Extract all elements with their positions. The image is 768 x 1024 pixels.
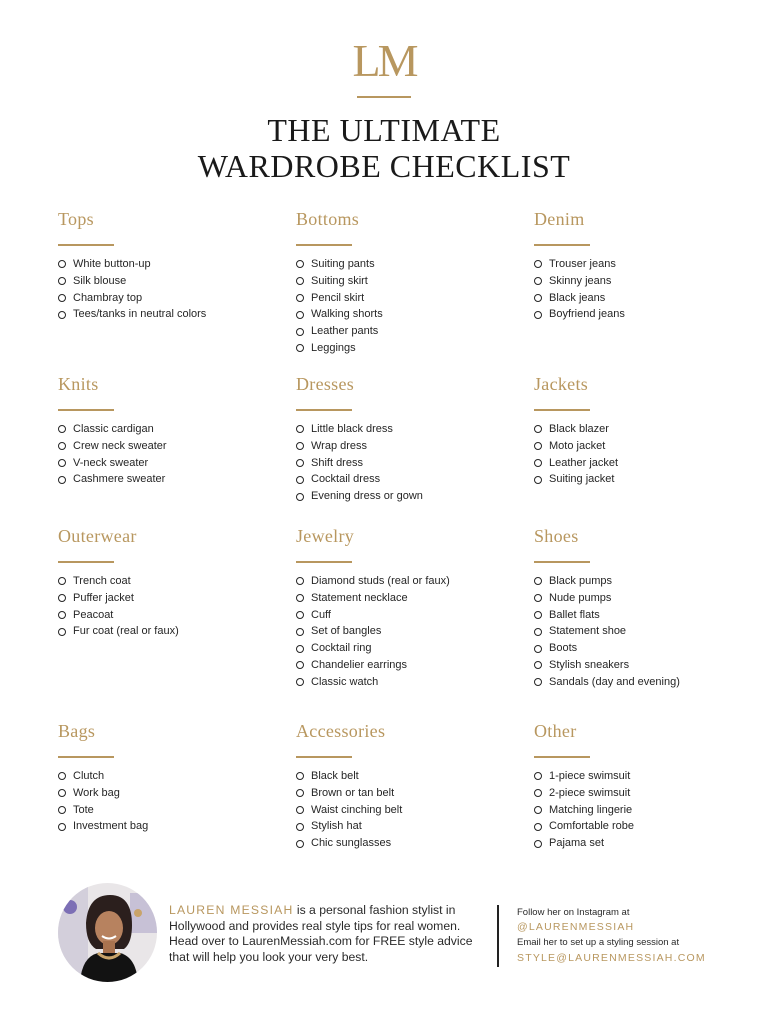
checklist-item <box>534 607 754 624</box>
logo: LM <box>352 35 416 86</box>
checklist-item <box>296 340 516 357</box>
section-title: Bags <box>58 721 96 741</box>
checklist-item-label: Pajama set <box>549 837 605 850</box>
checklist-item <box>534 674 754 691</box>
checklist-item <box>296 306 516 323</box>
checklist-item-label: Chandelier earrings <box>311 658 407 671</box>
checklist-item <box>296 623 516 640</box>
checklist-item-label: Peacoat <box>73 608 114 621</box>
stylist-bio-text: is a personal fashion stylist in Hollywood and provides real style tips for real women. Head over to LaurenMessiah.com for FREE style advice that will help you look your very best. <box>169 903 473 964</box>
checklist-item-label: Matching lingerie <box>549 803 633 816</box>
checkbox-circle-icon[interactable] <box>296 840 304 848</box>
checklist-item <box>296 256 516 273</box>
checklist-item <box>296 818 516 835</box>
checklist-item <box>534 573 754 590</box>
checklist-item-label: Tees/tanks in neutral colors <box>73 308 207 321</box>
section-underline <box>58 409 114 411</box>
section-title: Shoes <box>534 526 579 546</box>
checkbox-circle-icon[interactable] <box>296 772 304 780</box>
checklist-item <box>296 640 516 657</box>
page-title-line-2: WARDROBE CHECKLIST <box>197 148 571 184</box>
logo-divider <box>357 96 411 98</box>
section-title: Jackets <box>534 374 589 394</box>
checklist-item-label: Comfortable robe <box>549 820 634 833</box>
checklist <box>58 768 278 835</box>
checklist <box>58 256 278 323</box>
checkbox-circle-icon[interactable] <box>296 789 304 797</box>
checklist-item-label: Chambray top <box>73 291 143 304</box>
checklist-item-label: Trouser jeans <box>549 258 616 270</box>
email-link[interactable]: STYLE@LAURENMESSIAH.COM <box>517 951 706 964</box>
checklist-item-label: Black belt <box>311 770 359 782</box>
checklist-item-label: Trench coat <box>73 575 131 587</box>
checkbox-circle-icon[interactable] <box>534 789 542 797</box>
checklist-item-label: Silk blouse <box>73 274 127 287</box>
checkbox-circle-icon[interactable] <box>296 611 304 619</box>
checklist-item-label: Fur coat (real or faux) <box>73 625 179 638</box>
checklist-item-label: Ballet flats <box>549 608 600 621</box>
section-underline <box>296 244 352 246</box>
checklist-item-label: Waist cinching belt <box>311 803 403 816</box>
checklist-item-label: 1-piece swimsuit <box>549 770 631 782</box>
checklist-item <box>534 471 754 488</box>
checklist-item <box>534 455 754 472</box>
checkbox-circle-icon[interactable] <box>58 806 66 814</box>
checklist-item <box>534 306 754 323</box>
checklist-item <box>534 802 754 819</box>
checklist-item-label: Leggings <box>311 341 356 354</box>
checkbox-circle-icon[interactable] <box>296 260 304 268</box>
checklist-item-label: Stylish sneakers <box>549 658 630 671</box>
checklist-item <box>58 607 278 624</box>
checklist-item <box>296 455 516 472</box>
section-outerwear <box>58 525 278 640</box>
section-title: Outerwear <box>58 526 137 546</box>
checkbox-circle-icon[interactable] <box>534 260 542 268</box>
checklist-item-label: Stylish hat <box>311 820 362 833</box>
checklist-item-label: Diamond studs (real or faux) <box>311 575 450 587</box>
checklist-item-label: Leather pants <box>311 325 379 338</box>
checklist-item <box>296 802 516 819</box>
checklist-item <box>296 421 516 438</box>
checklist-item <box>58 471 278 488</box>
section-title: Bottoms <box>296 209 360 229</box>
checklist <box>296 768 516 852</box>
checklist-item-label: Black blazer <box>549 423 609 435</box>
section-underline <box>58 561 114 563</box>
section-underline <box>534 561 590 563</box>
checklist-item-label: Classic cardigan <box>73 423 154 435</box>
checklist-item <box>58 573 278 590</box>
checkbox-circle-icon[interactable] <box>296 459 304 467</box>
section-underline <box>296 561 352 563</box>
checkbox-circle-icon[interactable] <box>534 678 542 686</box>
section-title: Accessories <box>296 721 386 741</box>
checklist-item <box>58 421 278 438</box>
checkbox-circle-icon[interactable] <box>296 328 304 336</box>
section-underline <box>58 756 114 758</box>
section-denim <box>534 208 754 323</box>
checkbox-circle-icon[interactable] <box>534 277 542 285</box>
checklist-item <box>58 785 278 802</box>
checklist-item <box>58 802 278 819</box>
checklist-item <box>58 455 278 472</box>
checklist-item-label: Walking shorts <box>311 308 383 321</box>
checklist-item-label: Investment bag <box>73 820 149 833</box>
section-underline <box>534 756 590 758</box>
checklist-item <box>58 306 278 323</box>
checkbox-circle-icon[interactable] <box>534 577 542 585</box>
checkbox-circle-icon[interactable] <box>58 459 66 467</box>
checkbox-circle-icon[interactable] <box>296 806 304 814</box>
checklist-item <box>296 438 516 455</box>
checklist <box>296 573 516 691</box>
checkbox-circle-icon[interactable] <box>534 442 542 450</box>
checklist-item <box>296 607 516 624</box>
checklist-item-label: Moto jacket <box>549 439 606 452</box>
checkbox-circle-icon[interactable] <box>58 425 66 433</box>
section-bottoms <box>296 208 516 357</box>
checklist-item-label: Clutch <box>73 770 105 782</box>
checklist-item <box>534 835 754 852</box>
checklist <box>534 573 754 691</box>
checkbox-circle-icon[interactable] <box>296 661 304 669</box>
checklist-item <box>296 290 516 307</box>
checklist-item-label: Tote <box>73 803 94 816</box>
checkbox-circle-icon[interactable] <box>534 772 542 780</box>
checkbox-circle-icon[interactable] <box>58 277 66 285</box>
checklist-item <box>296 590 516 607</box>
checklist-item-label: Suiting jacket <box>549 473 615 486</box>
checklist-item <box>296 488 516 505</box>
checklist-item <box>534 768 754 785</box>
checklist-item-label: Nude pumps <box>549 591 612 604</box>
section-title: Denim <box>534 209 585 229</box>
checkbox-circle-icon[interactable] <box>296 294 304 302</box>
checkbox-circle-icon[interactable] <box>534 611 542 619</box>
checklist-item-label: Puffer jacket <box>73 591 134 604</box>
checkbox-circle-icon[interactable] <box>534 425 542 433</box>
checkbox-circle-icon[interactable] <box>296 344 304 352</box>
checklist <box>58 421 278 488</box>
checklist-item-label: Black jeans <box>549 291 606 304</box>
checkbox-circle-icon[interactable] <box>534 806 542 814</box>
checklist-item <box>296 273 516 290</box>
section-bags <box>58 720 278 835</box>
checklist-item-label: Evening dress or gown <box>311 490 423 503</box>
checklist-item <box>534 590 754 607</box>
checklist-item <box>296 768 516 785</box>
checklist-item-label: Cashmere sweater <box>73 473 166 486</box>
page-title-line-1: THE ULTIMATE <box>267 112 501 148</box>
section-underline <box>58 244 114 246</box>
section-title: Jewelry <box>296 526 355 546</box>
section-title: Dresses <box>296 374 355 394</box>
checklist-item-label: Statement shoe <box>549 625 627 638</box>
checklist-item-label: Work bag <box>73 786 120 799</box>
checkbox-circle-icon[interactable] <box>534 476 542 484</box>
checklist <box>534 768 754 852</box>
section-shoes <box>534 525 754 691</box>
checklist-item-label: Crew neck sweater <box>73 439 167 452</box>
checkbox-circle-icon[interactable] <box>58 772 66 780</box>
checkbox-circle-icon[interactable] <box>58 789 66 797</box>
checklist-item <box>58 256 278 273</box>
checklist-item <box>58 290 278 307</box>
stylist-portrait-image <box>58 883 157 982</box>
checkbox-circle-icon[interactable] <box>534 594 542 602</box>
checkbox-circle-icon[interactable] <box>296 594 304 602</box>
checklist-item <box>58 623 278 640</box>
checkbox-circle-icon[interactable] <box>296 476 304 484</box>
checkbox-circle-icon[interactable] <box>296 277 304 285</box>
checklist-item <box>534 290 754 307</box>
checklist-item-label: Cuff <box>311 608 331 621</box>
checklist-item <box>296 835 516 852</box>
section-dresses <box>296 373 516 505</box>
checkbox-circle-icon[interactable] <box>58 476 66 484</box>
checkbox-circle-icon[interactable] <box>58 594 66 602</box>
checklist <box>58 573 278 640</box>
checklist-item <box>296 323 516 340</box>
section-underline <box>534 409 590 411</box>
section-knits <box>58 373 278 488</box>
checklist-item <box>534 438 754 455</box>
checkbox-circle-icon[interactable] <box>534 645 542 653</box>
checklist-item <box>534 657 754 674</box>
avatar <box>58 883 157 982</box>
checklist-item-label: 2-piece swimsuit <box>549 786 631 799</box>
checklist-item <box>296 785 516 802</box>
checklist-item-label: Shift dress <box>311 456 363 469</box>
instagram-handle-link[interactable]: @LAURENMESSIAH <box>517 921 635 934</box>
checkbox-circle-icon[interactable] <box>534 823 542 831</box>
checkbox-circle-icon[interactable] <box>58 628 66 636</box>
checkbox-circle-icon[interactable] <box>58 611 66 619</box>
checkbox-circle-icon[interactable] <box>296 425 304 433</box>
section-tops <box>58 208 278 323</box>
checklist-item-label: Pencil skirt <box>311 291 365 304</box>
checklist-item <box>58 273 278 290</box>
checklist-item <box>296 573 516 590</box>
checklist-item-label: Set of bangles <box>311 625 382 638</box>
footer-divider <box>497 905 499 967</box>
checklist-item-label: Little black dress <box>311 423 393 435</box>
checklist-item <box>296 657 516 674</box>
checklist-item-label: White button-up <box>73 258 151 270</box>
section-underline <box>296 409 352 411</box>
page-title <box>0 112 768 184</box>
checklist-item <box>534 640 754 657</box>
checkbox-circle-icon[interactable] <box>534 294 542 302</box>
checklist-item <box>58 768 278 785</box>
checklist-item-label: V-neck sweater <box>73 456 149 469</box>
checkbox-circle-icon[interactable] <box>534 628 542 636</box>
checkbox-circle-icon[interactable] <box>58 442 66 450</box>
section-jewelry <box>296 525 516 691</box>
checklist <box>534 421 754 488</box>
checklist-item <box>534 818 754 835</box>
checklist-item-label: Chic sunglasses <box>311 837 392 850</box>
checkbox-circle-icon[interactable] <box>534 661 542 669</box>
stylist-name: LAUREN MESSIAH <box>169 903 294 917</box>
checklist-item-label: Boyfriend jeans <box>549 308 625 321</box>
section-accessories <box>296 720 516 852</box>
checkbox-circle-icon[interactable] <box>296 493 304 501</box>
checklist-item-label: Suiting skirt <box>311 274 368 287</box>
checkbox-circle-icon[interactable] <box>534 840 542 848</box>
checklist-item <box>296 471 516 488</box>
checklist-item-label: Black pumps <box>549 575 612 587</box>
checklist-item <box>534 623 754 640</box>
checklist-item <box>296 674 516 691</box>
checklist-item-label: Suiting pants <box>311 258 375 270</box>
checkbox-circle-icon[interactable] <box>296 577 304 585</box>
section-underline <box>296 756 352 758</box>
checkbox-circle-icon[interactable] <box>296 678 304 686</box>
instagram-prompt: Follow her on Instagram at <box>517 907 630 918</box>
checkbox-circle-icon[interactable] <box>296 311 304 319</box>
checklist-item-label: Skinny jeans <box>549 274 612 287</box>
checklist <box>534 256 754 323</box>
checkbox-circle-icon[interactable] <box>296 823 304 831</box>
checkbox-circle-icon[interactable] <box>58 260 66 268</box>
section-other <box>534 720 754 852</box>
checklist <box>296 256 516 357</box>
checklist-item-label: Sandals (day and evening) <box>549 675 680 688</box>
checkbox-circle-icon[interactable] <box>534 459 542 467</box>
checklist <box>296 421 516 505</box>
checklist-item <box>58 818 278 835</box>
checklist-item-label: Leather jacket <box>549 456 619 469</box>
checkbox-circle-icon[interactable] <box>296 628 304 636</box>
checklist-item <box>58 438 278 455</box>
checkbox-circle-icon[interactable] <box>296 442 304 450</box>
checklist-item-label: Boots <box>549 642 578 655</box>
checklist-item-label: Cocktail ring <box>311 642 372 655</box>
checklist-item-label: Statement necklace <box>311 591 408 604</box>
checkbox-circle-icon[interactable] <box>296 645 304 653</box>
checklist-item <box>534 785 754 802</box>
stylist-bio <box>169 903 487 965</box>
checkbox-circle-icon[interactable] <box>534 311 542 319</box>
checkbox-circle-icon[interactable] <box>58 311 66 319</box>
checklist-item <box>534 273 754 290</box>
checklist-item-label: Brown or tan belt <box>311 786 395 799</box>
checklist-item-label: Wrap dress <box>311 439 368 452</box>
checkbox-circle-icon[interactable] <box>58 294 66 302</box>
checklist-item <box>58 590 278 607</box>
section-title: Other <box>534 721 577 741</box>
checklist-item-label: Classic watch <box>311 675 379 688</box>
section-title: Tops <box>58 209 94 229</box>
section-underline <box>534 244 590 246</box>
checkbox-circle-icon[interactable] <box>58 577 66 585</box>
section-jackets <box>534 373 754 488</box>
checklist-item <box>534 421 754 438</box>
checkbox-circle-icon[interactable] <box>58 823 66 831</box>
checklist-item-label: Cocktail dress <box>311 473 381 486</box>
email-prompt: Email her to set up a styling session at <box>517 937 680 949</box>
contact-info <box>517 905 757 966</box>
checklist-item <box>534 256 754 273</box>
section-title: Knits <box>58 374 99 394</box>
